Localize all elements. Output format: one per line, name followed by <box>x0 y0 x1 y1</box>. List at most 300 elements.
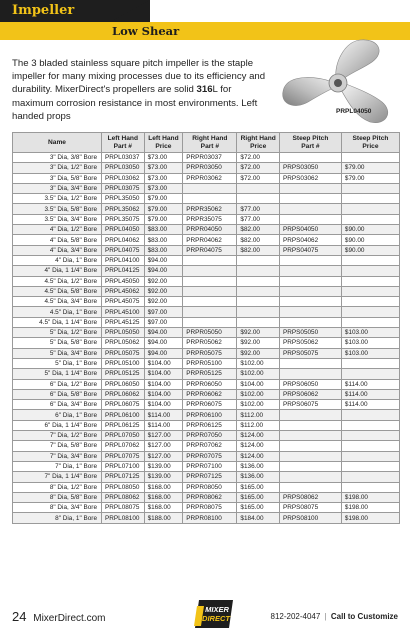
table-cell: PRPL05062 <box>102 338 145 348</box>
table-cell: $112.00 <box>237 410 280 420</box>
table-cell: $136.00 <box>237 461 280 471</box>
table-cell: $184.00 <box>237 513 280 523</box>
table-cell <box>183 194 237 204</box>
table-cell-name: 7" Dia, 3/4" Bore <box>13 451 102 461</box>
table-cell: PRPL03062 <box>102 173 145 183</box>
footer-site[interactable]: MixerDirect.com <box>33 613 106 624</box>
table-cell: $72.00 <box>237 173 280 183</box>
table-cell: $94.00 <box>144 328 183 338</box>
table-cell: $102.00 <box>237 369 280 379</box>
table-cell: $168.00 <box>144 482 183 492</box>
table-row <box>13 472 400 482</box>
table-cell: $73.00 <box>144 183 183 193</box>
table-cell <box>183 286 237 296</box>
table-row <box>13 358 400 368</box>
table-row <box>13 307 400 317</box>
table-row <box>13 338 400 348</box>
table-cell <box>279 214 341 224</box>
table-cell <box>341 358 399 368</box>
intro-text-part2: L for maximum corrosion resistance in most environments. Left handed props <box>12 84 258 122</box>
table-cell-name: 5" Dia, 5/8" Bore <box>13 338 102 348</box>
table-cell <box>237 317 280 327</box>
table-cell: $82.00 <box>237 225 280 235</box>
table-cell: PRPS04075 <box>279 245 341 255</box>
table-cell-name: 4" Dia, 1 1/4" Bore <box>13 266 102 276</box>
table-row <box>13 379 400 389</box>
table-cell: $165.00 <box>237 482 280 492</box>
table-cell: PRPS04062 <box>279 235 341 245</box>
table-cell: PRPS08100 <box>279 513 341 523</box>
table-cell <box>279 194 341 204</box>
table-cell: PRPR07050 <box>183 431 237 441</box>
table-body <box>13 153 400 524</box>
table-cell: $114.00 <box>341 389 399 399</box>
table-cell <box>341 317 399 327</box>
table-cell-name: 3" Dia, 3/4" Bore <box>13 183 102 193</box>
column-header: Right Hand Part # <box>183 133 237 153</box>
table-cell <box>279 266 341 276</box>
table-cell: PRPR03037 <box>183 153 237 163</box>
table-cell: PRPS03062 <box>279 173 341 183</box>
table-cell: $83.00 <box>144 235 183 245</box>
table-row <box>13 441 400 451</box>
table-cell: PRPR04075 <box>183 245 237 255</box>
table-cell <box>279 461 341 471</box>
header-dark-tail <box>110 0 150 22</box>
table-cell: $92.00 <box>237 338 280 348</box>
table-cell: PRPL35075 <box>102 214 145 224</box>
table-cell: PRPL03037 <box>102 153 145 163</box>
table-cell: PRPL04100 <box>102 255 145 265</box>
table-cell: $168.00 <box>144 492 183 502</box>
table-cell <box>341 441 399 451</box>
table-cell: PRPR04050 <box>183 225 237 235</box>
table-cell <box>279 307 341 317</box>
table-cell-name: 8" Dia, 1/2" Bore <box>13 482 102 492</box>
column-header: Left Hand Part # <box>102 133 145 153</box>
table-cell: $97.00 <box>144 307 183 317</box>
table-row <box>13 245 400 255</box>
table-cell <box>341 451 399 461</box>
table-cell: PRPR03050 <box>183 163 237 173</box>
table-cell <box>341 420 399 430</box>
table-cell <box>183 297 237 307</box>
table-cell: $94.00 <box>144 255 183 265</box>
table-cell: $114.00 <box>144 410 183 420</box>
table-cell: PRPL08062 <box>102 492 145 502</box>
table-cell: PRPL06050 <box>102 379 145 389</box>
table-cell: $92.00 <box>237 348 280 358</box>
table-cell: PRPR05062 <box>183 338 237 348</box>
table-row <box>13 173 400 183</box>
table-cell: PRPS03050 <box>279 163 341 173</box>
table-row <box>13 266 400 276</box>
table-cell <box>279 431 341 441</box>
table-cell <box>341 183 399 193</box>
table-cell: $136.00 <box>237 472 280 482</box>
column-header: Name <box>13 133 102 153</box>
table-cell-name: 5" Dia, 1/2" Bore <box>13 328 102 338</box>
table-cell <box>341 214 399 224</box>
table-cell: PRPS06075 <box>279 400 341 410</box>
table-cell <box>279 183 341 193</box>
table-cell-name: 6" Dia, 1 1/4" Bore <box>13 420 102 430</box>
table-cell: $82.00 <box>237 245 280 255</box>
table-row <box>13 204 400 214</box>
table-cell-name: 6" Dia, 1" Bore <box>13 410 102 420</box>
table-cell <box>279 276 341 286</box>
table-cell-name: 5" Dia, 1" Bore <box>13 358 102 368</box>
table-cell: $168.00 <box>144 503 183 513</box>
table-cell: $79.00 <box>144 204 183 214</box>
table-cell-name: 3.5" Dia, 3/4" Bore <box>13 214 102 224</box>
column-header: Left Hand Price <box>144 133 183 153</box>
table-row <box>13 420 400 430</box>
table-cell: PRPL08050 <box>102 482 145 492</box>
table-cell: PRPS06050 <box>279 379 341 389</box>
table-cell: PRPL04125 <box>102 266 145 276</box>
table-cell: $127.00 <box>144 441 183 451</box>
table-cell: $165.00 <box>237 503 280 513</box>
table-cell: PRPR03062 <box>183 173 237 183</box>
table-cell: PRPL07100 <box>102 461 145 471</box>
table-cell: PRPR08062 <box>183 492 237 502</box>
table-row <box>13 317 400 327</box>
table-cell: PRPR05100 <box>183 358 237 368</box>
table-cell: PRPR07100 <box>183 461 237 471</box>
footer-cta: Call to Customize <box>330 612 398 621</box>
table-cell: PRPL08075 <box>102 503 145 513</box>
table-cell: PRPL05100 <box>102 358 145 368</box>
table-cell-name: 4.5" Dia, 1 1/4" Bore <box>13 317 102 327</box>
table-cell: PRPL03050 <box>102 163 145 173</box>
table-cell: PRPL07062 <box>102 441 145 451</box>
table-cell: $103.00 <box>341 328 399 338</box>
table-cell-name: 4" Dia, 1/2" Bore <box>13 225 102 235</box>
table-cell: $94.00 <box>144 266 183 276</box>
table-cell <box>237 286 280 296</box>
table-cell: PRPR06100 <box>183 410 237 420</box>
column-header: Steep Pitch Part # <box>279 133 341 153</box>
table-row <box>13 451 400 461</box>
table-cell <box>341 286 399 296</box>
propeller-blade-top <box>336 40 379 80</box>
table-cell <box>341 297 399 307</box>
table-cell-name: 8" Dia, 1" Bore <box>13 513 102 523</box>
table-cell-name: 3" Dia, 3/8" Bore <box>13 153 102 163</box>
table-cell-name: 3.5" Dia, 1/2" Bore <box>13 194 102 204</box>
intro-text-part1: The 3 bladed stainless square pitch impeller is the staple impeller for many mixing processes due to its efficiency and durability. MixerDirect's propellers are solid <box>12 58 266 96</box>
footer-phone[interactable]: 812-202-4047 <box>270 612 321 621</box>
intro-alloy-highlight: 316 <box>196 84 213 96</box>
table-cell: PRPL06075 <box>102 400 145 410</box>
table-cell: $79.00 <box>144 214 183 224</box>
table-cell-name: 4" Dia, 1" Bore <box>13 255 102 265</box>
table-cell: PRPR06125 <box>183 420 237 430</box>
table-row <box>13 431 400 441</box>
propeller-image <box>276 36 400 130</box>
table-cell: PRPL45100 <box>102 307 145 317</box>
table-row <box>13 492 400 502</box>
table-cell <box>279 153 341 163</box>
table-cell: $102.00 <box>237 400 280 410</box>
table-cell: PRPR06075 <box>183 400 237 410</box>
table-cell: $124.00 <box>237 441 280 451</box>
table-cell: $104.00 <box>237 379 280 389</box>
table-cell <box>341 204 399 214</box>
table-cell <box>279 317 341 327</box>
table-cell: PRPR35075 <box>183 214 237 224</box>
table-row <box>13 235 400 245</box>
table-cell <box>341 307 399 317</box>
table-cell: PRPR07075 <box>183 451 237 461</box>
table-cell: $139.00 <box>144 461 183 471</box>
table-cell <box>237 255 280 265</box>
table-cell: $104.00 <box>144 400 183 410</box>
table-cell <box>341 266 399 276</box>
propeller-blade-bottom <box>340 84 388 123</box>
table-cell: $90.00 <box>341 245 399 255</box>
table-cell-name: 7" Dia, 1 1/4" Bore <box>13 472 102 482</box>
table-cell: PRPL35062 <box>102 204 145 214</box>
table-cell: $79.00 <box>341 173 399 183</box>
table-cell <box>341 461 399 471</box>
table-cell <box>279 204 341 214</box>
table-cell-name: 5" Dia, 3/4" Bore <box>13 348 102 358</box>
table-cell <box>341 255 399 265</box>
product-image-label: PRPL04050 <box>336 108 372 115</box>
table-cell: $82.00 <box>237 235 280 245</box>
table-cell <box>279 420 341 430</box>
table-cell <box>341 369 399 379</box>
table-cell: PRPS05050 <box>279 328 341 338</box>
table-row <box>13 286 400 296</box>
table-cell-name: 6" Dia, 3/4" Bore <box>13 400 102 410</box>
table-cell: PRPS05062 <box>279 338 341 348</box>
table-cell: $139.00 <box>144 472 183 482</box>
table-cell: $94.00 <box>144 338 183 348</box>
table-cell: PRPL06100 <box>102 410 145 420</box>
table-cell-name: 4.5" Dia, 5/8" Bore <box>13 286 102 296</box>
table-cell: PRPL45050 <box>102 276 145 286</box>
table-cell-name: 4" Dia, 3/4" Bore <box>13 245 102 255</box>
table-cell: PRPL45075 <box>102 297 145 307</box>
table-cell: $124.00 <box>237 451 280 461</box>
table-cell: $79.00 <box>341 163 399 173</box>
table-cell: PRPS06062 <box>279 389 341 399</box>
table-cell: PRPR08050 <box>183 482 237 492</box>
table-cell <box>279 482 341 492</box>
table-cell: $124.00 <box>237 431 280 441</box>
table-cell: PRPL04050 <box>102 225 145 235</box>
table-cell-name: 6" Dia, 1/2" Bore <box>13 379 102 389</box>
table-cell: PRPR05125 <box>183 369 237 379</box>
table-cell: $104.00 <box>144 358 183 368</box>
intro-paragraph <box>12 57 274 123</box>
table-cell <box>183 276 237 286</box>
table-cell: $92.00 <box>144 297 183 307</box>
table-row <box>13 348 400 358</box>
table-cell <box>341 482 399 492</box>
table-cell: PRPS08075 <box>279 503 341 513</box>
table-cell: $165.00 <box>237 492 280 502</box>
table-cell-name: 8" Dia, 3/4" Bore <box>13 503 102 513</box>
propeller-blade-left <box>283 77 334 105</box>
table-cell: PRPL35050 <box>102 194 145 204</box>
footer-separator: | <box>324 612 327 621</box>
table-cell: PRPL45125 <box>102 317 145 327</box>
table-cell: PRPL06062 <box>102 389 145 399</box>
table-cell: $114.00 <box>341 379 399 389</box>
table-cell <box>341 431 399 441</box>
table-header-row <box>13 133 400 153</box>
mixer-direct-logo <box>193 598 235 630</box>
table-cell: $92.00 <box>237 328 280 338</box>
table-cell: PRPL45062 <box>102 286 145 296</box>
table-row <box>13 410 400 420</box>
table-row <box>13 276 400 286</box>
table-cell: PRPS04050 <box>279 225 341 235</box>
table-cell <box>183 266 237 276</box>
table-row <box>13 369 400 379</box>
table-cell: $198.00 <box>341 503 399 513</box>
table-cell <box>237 307 280 317</box>
table-cell: $83.00 <box>144 245 183 255</box>
footer-right <box>271 612 399 621</box>
table-row <box>13 328 400 338</box>
table-row <box>13 482 400 492</box>
table-cell <box>237 297 280 307</box>
table-cell: $112.00 <box>237 420 280 430</box>
table-cell: $73.00 <box>144 163 183 173</box>
table-cell: $83.00 <box>144 225 183 235</box>
table-cell: PRPL04075 <box>102 245 145 255</box>
table-cell-name: 8" Dia, 5/8" Bore <box>13 492 102 502</box>
table-row <box>13 153 400 163</box>
table-cell: $188.00 <box>144 513 183 523</box>
table-cell: PRPR08075 <box>183 503 237 513</box>
table-cell: PRPL03075 <box>102 183 145 193</box>
table-row <box>13 194 400 204</box>
table-cell <box>279 441 341 451</box>
table-cell-name: 5" Dia, 1 1/4" Bore <box>13 369 102 379</box>
table-cell: $73.00 <box>144 173 183 183</box>
table-cell-name: 3.5" Dia, 5/8" Bore <box>13 204 102 214</box>
column-header: Steep Pitch Price <box>341 133 399 153</box>
table-cell: PRPR05050 <box>183 328 237 338</box>
table-cell: $92.00 <box>144 276 183 286</box>
table-cell <box>183 255 237 265</box>
table-cell: PRPR07125 <box>183 472 237 482</box>
table-cell <box>279 410 341 420</box>
column-header: Right Hand Price <box>237 133 280 153</box>
table-cell <box>279 286 341 296</box>
table-cell: $102.00 <box>237 358 280 368</box>
table-cell: $127.00 <box>144 451 183 461</box>
table-cell: $104.00 <box>144 389 183 399</box>
table-row <box>13 163 400 173</box>
table-cell: PRPR08100 <box>183 513 237 523</box>
table-cell <box>279 472 341 482</box>
section-title: Impeller <box>12 3 75 18</box>
table-cell: $127.00 <box>144 431 183 441</box>
page-number: 24 <box>12 609 27 624</box>
table-row <box>13 513 400 523</box>
table-cell-name: 3" Dia, 1/2" Bore <box>13 163 102 173</box>
logo-text-line2: DIRECT <box>202 614 230 623</box>
table-cell-name: 7" Dia, 1" Bore <box>13 461 102 471</box>
table-cell: PRPL06125 <box>102 420 145 430</box>
table-cell: PRPR05075 <box>183 348 237 358</box>
table-cell: $103.00 <box>341 338 399 348</box>
table-row <box>13 503 400 513</box>
table-cell-name: 4.5" Dia, 1/2" Bore <box>13 276 102 286</box>
table-cell: PRPL07075 <box>102 451 145 461</box>
table-cell <box>237 266 280 276</box>
table-row <box>13 214 400 224</box>
table-cell: $104.00 <box>144 379 183 389</box>
propeller-bore <box>334 79 342 87</box>
price-table <box>12 132 400 524</box>
table-cell: PRPR06050 <box>183 379 237 389</box>
table-cell: PRPL05125 <box>102 369 145 379</box>
table-cell: $104.00 <box>144 369 183 379</box>
table-cell-name: 4.5" Dia, 3/4" Bore <box>13 297 102 307</box>
table-cell: PRPR06062 <box>183 389 237 399</box>
table-row <box>13 255 400 265</box>
table-cell: PRPL08100 <box>102 513 145 523</box>
table-cell-name: 7" Dia, 1/2" Bore <box>13 431 102 441</box>
table-cell-name: 4" Dia, 5/8" Bore <box>13 235 102 245</box>
table-cell <box>183 317 237 327</box>
table-row <box>13 225 400 235</box>
table-cell: PRPL05075 <box>102 348 145 358</box>
table-cell <box>279 451 341 461</box>
table-cell-name: 7" Dia, 5/8" Bore <box>13 441 102 451</box>
table-row <box>13 183 400 193</box>
table-cell: PRPL07125 <box>102 472 145 482</box>
section-subtitle: Low Shear <box>112 24 180 38</box>
table-cell: PRPS05075 <box>279 348 341 358</box>
table-cell-name: 6" Dia, 5/8" Bore <box>13 389 102 399</box>
table-cell: $198.00 <box>341 513 399 523</box>
table-cell: $92.00 <box>144 286 183 296</box>
table-cell: $72.00 <box>237 163 280 173</box>
table-cell <box>279 255 341 265</box>
table-cell-name: 3" Dia, 5/8" Bore <box>13 173 102 183</box>
table-cell <box>279 369 341 379</box>
table-cell <box>183 307 237 317</box>
table-cell: $97.00 <box>144 317 183 327</box>
table-cell <box>237 194 280 204</box>
table-cell: PRPR04062 <box>183 235 237 245</box>
table-cell: $72.00 <box>237 153 280 163</box>
table-cell: $73.00 <box>144 153 183 163</box>
table-cell: PRPS08062 <box>279 492 341 502</box>
table-cell: $114.00 <box>144 420 183 430</box>
table-row <box>13 389 400 399</box>
table-cell <box>341 194 399 204</box>
table-row <box>13 461 400 471</box>
table-cell: PRPL07050 <box>102 431 145 441</box>
table-row <box>13 297 400 307</box>
table-cell <box>341 410 399 420</box>
table-cell <box>237 276 280 286</box>
table-cell: $198.00 <box>341 492 399 502</box>
table-cell: $77.00 <box>237 204 280 214</box>
table-cell: $102.00 <box>237 389 280 399</box>
table-cell <box>237 183 280 193</box>
